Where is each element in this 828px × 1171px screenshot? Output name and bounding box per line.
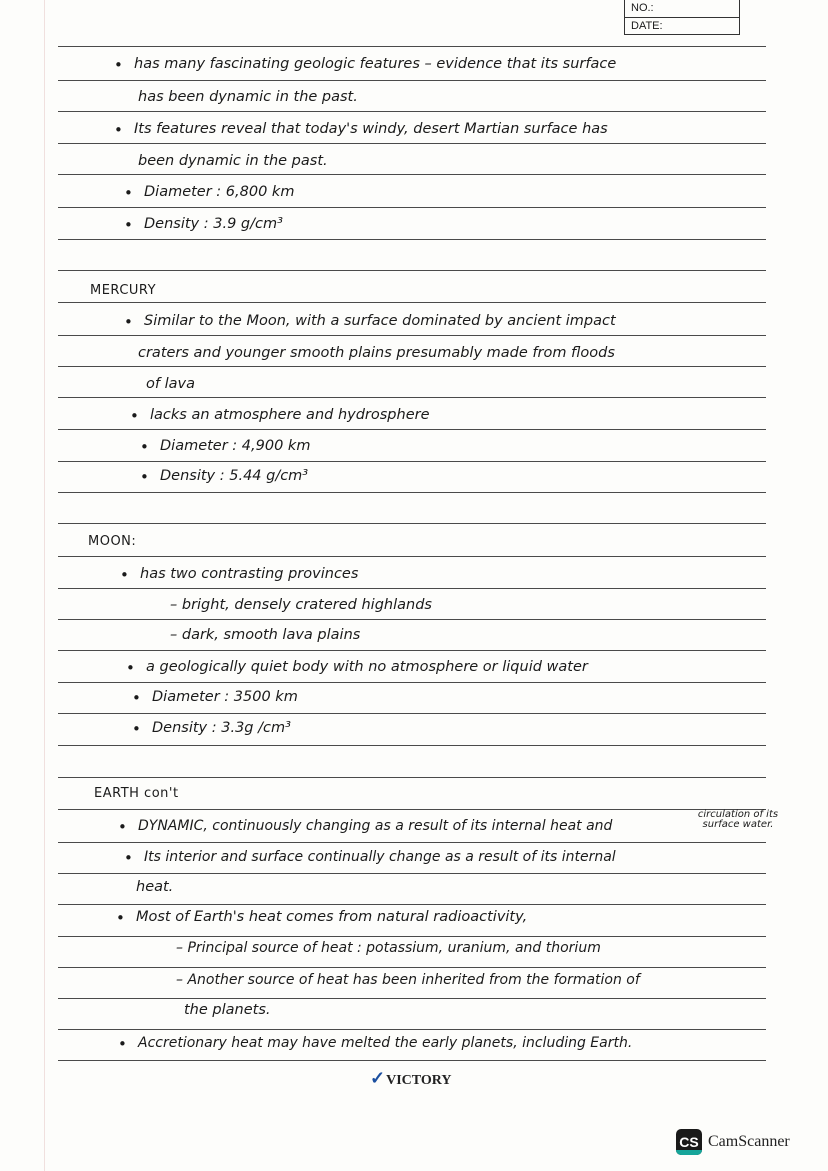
ruled-line [58, 429, 766, 430]
ruled-line [58, 936, 766, 937]
note-line: • a geologically quiet body with no atmosphere or liquid water [146, 659, 588, 675]
ruled-line [58, 842, 766, 843]
note-line: • has two contrasting provinces [140, 566, 358, 582]
note-line: the planets. [184, 1002, 271, 1018]
ruled-line [58, 873, 766, 874]
ruled-line [58, 998, 766, 999]
ruled-line [58, 523, 766, 524]
margin-note: circulation of its surface water. [697, 809, 779, 830]
note-line: • Density : 3.9 g/cm³ [144, 216, 283, 232]
note-line: • Most of Earth's heat comes from natural radioactivity, [136, 909, 527, 925]
note-line: • Similar to the Moon, with a surface dominated by ancient impact [144, 313, 616, 329]
note-line: heat. [136, 879, 174, 895]
note-line: • Diameter : 6,800 km [144, 184, 294, 200]
note-line: • Its features reveal that today's windy, desert Martian surface has [134, 121, 608, 137]
ruled-line [58, 143, 766, 144]
camscanner-watermark [676, 1129, 790, 1155]
section-heading-mercury: MERCURY [90, 283, 157, 298]
ruled-line [58, 904, 766, 905]
ruled-line [58, 302, 766, 303]
ruled-line [58, 461, 766, 462]
ruled-line [58, 174, 766, 175]
ruled-line [58, 46, 766, 47]
note-line: • has many fascinating geologic features – evidence that its surface [134, 56, 616, 72]
ruled-line [58, 967, 766, 968]
margin-line [44, 0, 45, 1171]
ruled-line [58, 1029, 766, 1030]
note-line: – dark, smooth lava plains [170, 627, 361, 643]
ruled-line [58, 397, 766, 398]
note-line: craters and younger smooth plains presumably made from floods [138, 345, 615, 361]
note-line: of lava [146, 376, 195, 392]
ruled-line [58, 239, 766, 240]
note-line: • DYNAMIC, continuously changing as a result of its internal heat and [138, 818, 612, 834]
ruled-line [58, 713, 766, 714]
section-heading-moon: MOON: [88, 534, 137, 549]
ruled-line [58, 556, 766, 557]
note-line: – Another source of heat has been inherited from the formation of [176, 972, 640, 988]
ruled-line [58, 492, 766, 493]
header-box [624, 0, 740, 35]
ruled-line [58, 777, 766, 778]
ruled-line [58, 619, 766, 620]
brand-name: VICTORY [386, 1073, 452, 1088]
ruled-line [58, 111, 766, 112]
ruled-line [58, 207, 766, 208]
note-line: – Principal source of heat : potassium, uranium, and thorium [176, 940, 601, 956]
ruled-line [58, 650, 766, 651]
note-line: • Accretionary heat may have melted the early planets, including Earth. [138, 1035, 632, 1051]
note-line: • Diameter : 4,900 km [160, 438, 310, 454]
ruled-line [58, 366, 766, 367]
victory-logo-icon: ✓ [370, 1068, 386, 1088]
ruled-line [58, 809, 766, 810]
ruled-line [58, 335, 766, 336]
date-label: DATE: [631, 20, 663, 32]
ruled-line [58, 682, 766, 683]
notebook-brand [370, 1068, 451, 1089]
note-line: • Diameter : 3500 km [152, 689, 298, 705]
note-line: • Density : 5.44 g/cm³ [160, 468, 308, 484]
no-label: NO.: [625, 0, 739, 18]
ruled-line [58, 1060, 766, 1061]
camscanner-logo-icon: CS [676, 1129, 702, 1155]
note-line: • Its interior and surface continually change as a result of its internal [144, 849, 616, 865]
note-line: • Density : 3.3g /cm³ [152, 720, 291, 736]
ruled-line [58, 588, 766, 589]
note-line: has been dynamic in the past. [138, 89, 358, 105]
camscanner-name: CamScanner [708, 1133, 790, 1150]
note-line: – bright, densely cratered highlands [170, 597, 432, 613]
note-line: • lacks an atmosphere and hydrosphere [150, 407, 430, 423]
ruled-line [58, 745, 766, 746]
ruled-line [58, 80, 766, 81]
note-line: been dynamic in the past. [138, 153, 328, 169]
ruled-line [58, 270, 766, 271]
section-heading-earth: EARTH con't [94, 786, 179, 801]
